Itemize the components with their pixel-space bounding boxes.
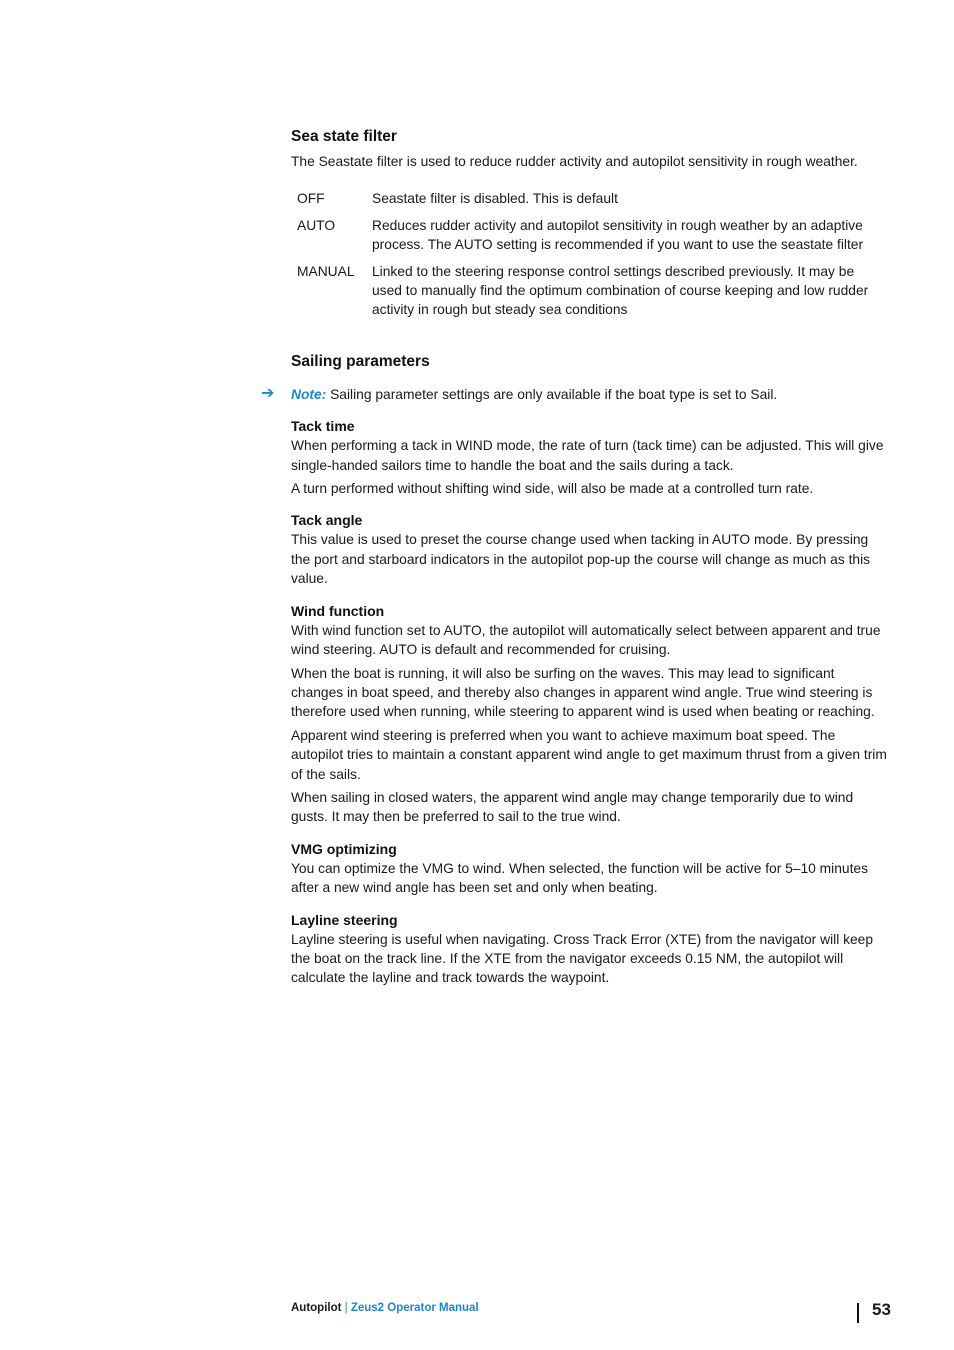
footer-manual: Zeus2 Operator Manual (350, 1302, 479, 1314)
option-key: OFF (297, 191, 325, 207)
tack-angle-p1: This value is used to preset the course change used when tacking in AUTO mode. By pressing the port and starboard indicators in the autopilot pop-up the course will change as much as this value. (291, 532, 871, 587)
wind-function-p1: With wind function set to AUTO, the autopilot will automatically select between apparent and true wind steering. AUTO is default and recommended for cruising. (291, 622, 881, 658)
tack-time-p2: A turn performed without shifting wind side, will also be made at a controlled turn rate. (291, 481, 814, 497)
wind-function-p3: Apparent wind steering is preferred when you want to achieve maximum boat speed. The autopilot tries to maintain a constant apparent wind angle to get maximum thrust from a given trim of the sails. (291, 727, 887, 782)
note-text: Sailing parameter settings are only available if the boat type is set to Sail. (326, 386, 778, 402)
sea-state-intro: The Seastate filter is used to reduce rudder activity and autopilot sensitivity in rough weather. (291, 154, 858, 169)
option-key: AUTO (297, 217, 336, 233)
tack-time-p1: When performing a tack in WIND mode, the rate of turn (tack time) can be adjusted. This will give single-handed sailors time to handle the boat and the sails during a tack. (291, 438, 884, 473)
wind-function-p2: When the boat is running, it will also be surfing on the waves. This may lead to significant changes in boat speed, and thereby also changes in apparent wind angle. True wind steering is therefore used when running, while steering to apparent wind is used when beating or reaching. (291, 665, 875, 720)
vmg-heading: VMG optimizing (291, 840, 397, 857)
footer (291, 1302, 479, 1314)
option-row (297, 216, 887, 262)
option-desc: Reduces rudder activity and autopilot sensitivity in rough weather by an adaptive process. The AUTO setting is recommended if you want to use the seastate filter (372, 217, 864, 253)
footer-section: Autopilot (291, 1302, 342, 1314)
page-content (261, 128, 887, 992)
tack-time-heading: Tack time (291, 418, 355, 435)
tack-time-section (291, 418, 887, 498)
tack-angle-heading: Tack angle (291, 512, 363, 529)
tack-angle-section (291, 512, 887, 588)
sailing-heading: Sailing parameters (291, 352, 430, 370)
option-row (297, 262, 887, 327)
wind-function-section (291, 603, 887, 827)
sea-state-options-table (297, 189, 887, 326)
page-number-divider (857, 1303, 859, 1323)
option-row (297, 189, 887, 215)
note (261, 384, 887, 404)
wind-function-heading: Wind function (291, 602, 385, 619)
layline-section (291, 912, 887, 988)
layline-heading: Layline steering (291, 911, 398, 928)
option-key: MANUAL (297, 263, 355, 279)
option-desc: Seastate filter is disabled. This is default (372, 191, 618, 207)
vmg-section (291, 841, 887, 898)
layline-p1: Layline steering is useful when navigating. Cross Track Error (XTE) from the navigator will keep the boat on the track line. If the XTE from the navigator exceeds 0.15 NM, the autopilot will calculate the layline and track towards the waypoint. (291, 931, 874, 986)
footer-separator: | (341, 1302, 351, 1314)
page-number: 53 (872, 1300, 891, 1319)
wind-function-p4: When sailing in closed waters, the apparent wind angle may change temporarily due to wind gusts. It may then be preferred to sail to the true wind. (291, 789, 854, 825)
sailing-section (261, 352, 887, 988)
vmg-p1: You can optimize the VMG to wind. When selected, the function will be active for 5–10 minutes after a new wind angle has been set and only when beating. (291, 860, 868, 896)
arrow-right-icon: ➔ (261, 384, 275, 402)
sea-state-heading: Sea state filter (291, 128, 397, 145)
option-desc: Linked to the steering response control settings described previously. It may be used to manually find the optimum combination of course keeping and low rudder activity in rough but steady sea conditions (372, 263, 869, 318)
note-label: Note: (291, 386, 327, 402)
